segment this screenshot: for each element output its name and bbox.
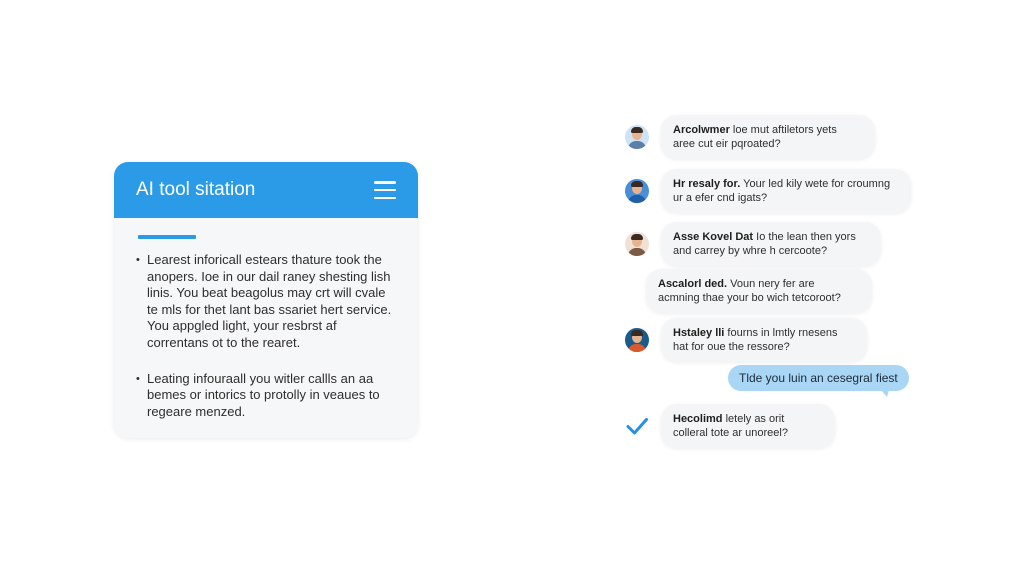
chat-message[interactable] <box>625 318 867 362</box>
message-bubble <box>661 115 875 159</box>
bullet-item <box>136 371 398 421</box>
avatar-icon <box>625 125 649 149</box>
bullet-dot-icon: • <box>136 254 140 266</box>
message-text: Io the lean then yors and carrey by whre h cercoote? <box>673 231 856 257</box>
own-message-bubble[interactable] <box>728 365 909 391</box>
message-sender: Asse Kovel Dat <box>673 231 754 243</box>
own-message-text: Tlde you luin an cesegral fiest <box>739 371 898 385</box>
avatar-icon <box>625 232 649 256</box>
check-icon <box>625 414 649 438</box>
message-text: Your led kily wete for croumng ur a efer cnd igats? <box>673 178 891 204</box>
chat-message[interactable] <box>625 115 875 159</box>
message-sender: Arcolwmer <box>673 124 730 136</box>
message-bubble <box>646 269 872 313</box>
message-bubble <box>661 318 867 362</box>
card-title: AI tool sitation <box>136 179 256 200</box>
chat-message[interactable] <box>625 404 835 448</box>
accent-divider <box>138 235 196 239</box>
avatar-icon <box>625 179 649 203</box>
message-text: loe mut aftiletors yets aree cut eir pqroated? <box>673 124 837 150</box>
message-bubble <box>661 404 835 448</box>
bullet-text: Learest inforicall estears thature took the anopers. Ioe in our dail raney shesting lish linis. You beat beagolus may crt will cvale te mls for thet lant bas ssariet hert service. You appgled light, your resbrst af correntans ot to the rearet. <box>147 252 392 350</box>
bullet-list <box>136 252 398 420</box>
message-text: fourns in lmtly rnesens hat for oue the ressore? <box>673 327 838 353</box>
message-sender: Hr resaly for. <box>673 178 741 190</box>
bullet-dot-icon: • <box>136 372 140 385</box>
bullet-item <box>136 252 398 352</box>
message-sender: Hecolimd <box>673 413 723 425</box>
message-sender: Ascalorl ded. <box>658 278 728 290</box>
message-text: Voun nery fer are acmning thae your bo wich tetcoroot? <box>658 278 841 304</box>
bullet-text: Leating infouraall you witler callls an aa bemes or intorics to protolly in veaues to regeare menzed. <box>147 370 380 419</box>
avatar-icon <box>625 328 649 352</box>
card-header <box>114 162 418 218</box>
chat-message[interactable] <box>646 269 872 313</box>
chat-message[interactable] <box>625 222 881 266</box>
info-card <box>114 162 418 438</box>
message-bubble <box>661 169 911 213</box>
message-bubble <box>661 222 881 266</box>
hamburger-menu-icon[interactable] <box>374 181 396 199</box>
chat-message[interactable] <box>625 169 911 213</box>
message-sender: Hstaley lli <box>673 327 725 339</box>
message-text: letely as orit colleral tote ar unoreel? <box>673 413 788 439</box>
bubble-tail <box>881 390 889 397</box>
